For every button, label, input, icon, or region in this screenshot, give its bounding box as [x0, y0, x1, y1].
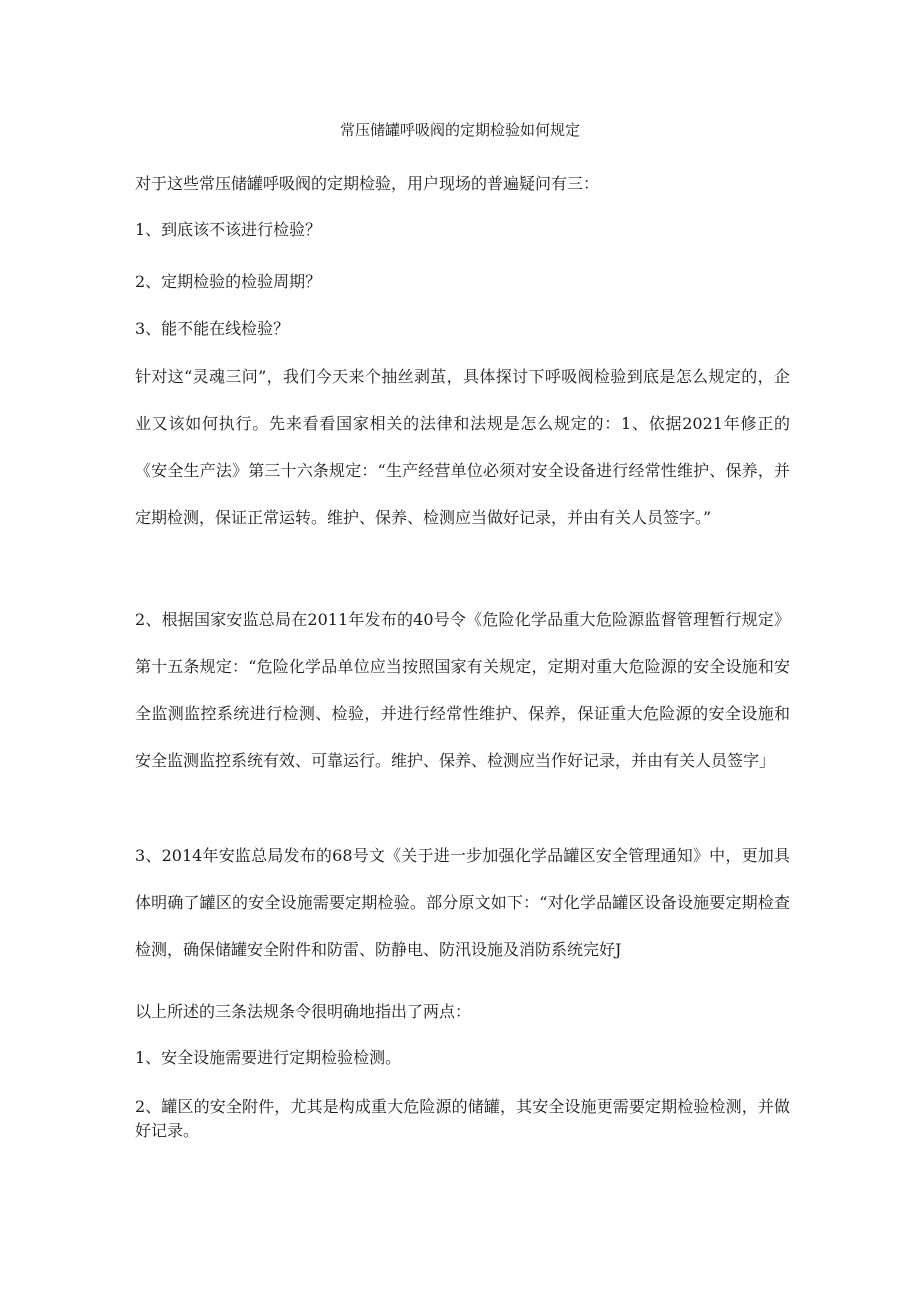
point-1: 1、安全设施需要进行定期检验检测。 — [135, 1048, 402, 1067]
question-2: 2、定期检验的检验周期？ — [135, 272, 322, 291]
law-paragraph-1: 针对这“灵魂三问”，我们今天来个抽丝剥茧，具体探讨下呼吸阀检验到底是怎么规定的，企业又该如何执行。先来看看国家相关的法律和法规是怎么规定的：1、依据2021年修正的《安全生产法》第三十六条规定：“生产经营单位必须对安全设备进行经常性维护、保养，并定期检测，保证正常运转。维护、保养、检测应当做好记录，并由有关人员签字。” — [135, 367, 790, 527]
question-3: 3、能不能在线检验？ — [135, 319, 290, 338]
question-1: 1、到底该不该进行检验？ — [135, 220, 322, 239]
point-2: 2、罐区的安全附件，尤其是构成重大危险源的储罐，其安全设施更需要定期检验检测，并做好记录。 — [135, 1097, 790, 1140]
law-paragraph-3: 3、2014年安监总局发布的68号文《关于进一步加强化学品罐区安全管理通知》中，更加具体明确了罐区的安全设施需要定期检验。部分原文如下：“对化学品罐区设备设施要定期检查检测，确保储罐安全附件和防雷、防静电、防汛设施及消防系统完好J — [135, 846, 790, 959]
law-paragraph-2: 2、根据国家安监总局在2011年发布的40号令《危险化学品重大危险源监督管理暂行规定》第十五条规定：“危险化学品单位应当按照国家有关规定，定期对重大危险源的安全设施和安全监测监控系统进行检测、检验，并进行经常性维护、保养，保证重大危险源的安全设施和安全监测监控系统有效、可靠运行。维护、保养、检测应当作好记录，并由有关人员签字」 — [135, 610, 790, 770]
summary-paragraph: 以上所述的三条法规条令很明确地指出了两点： — [135, 1002, 472, 1021]
document-title: 常压储罐呼吸阀的定期检验如何规定 — [339, 121, 580, 139]
intro-paragraph: 对于这些常压储罐呼吸阀的定期检验，用户现场的普遍疑问有三： — [135, 174, 600, 193]
